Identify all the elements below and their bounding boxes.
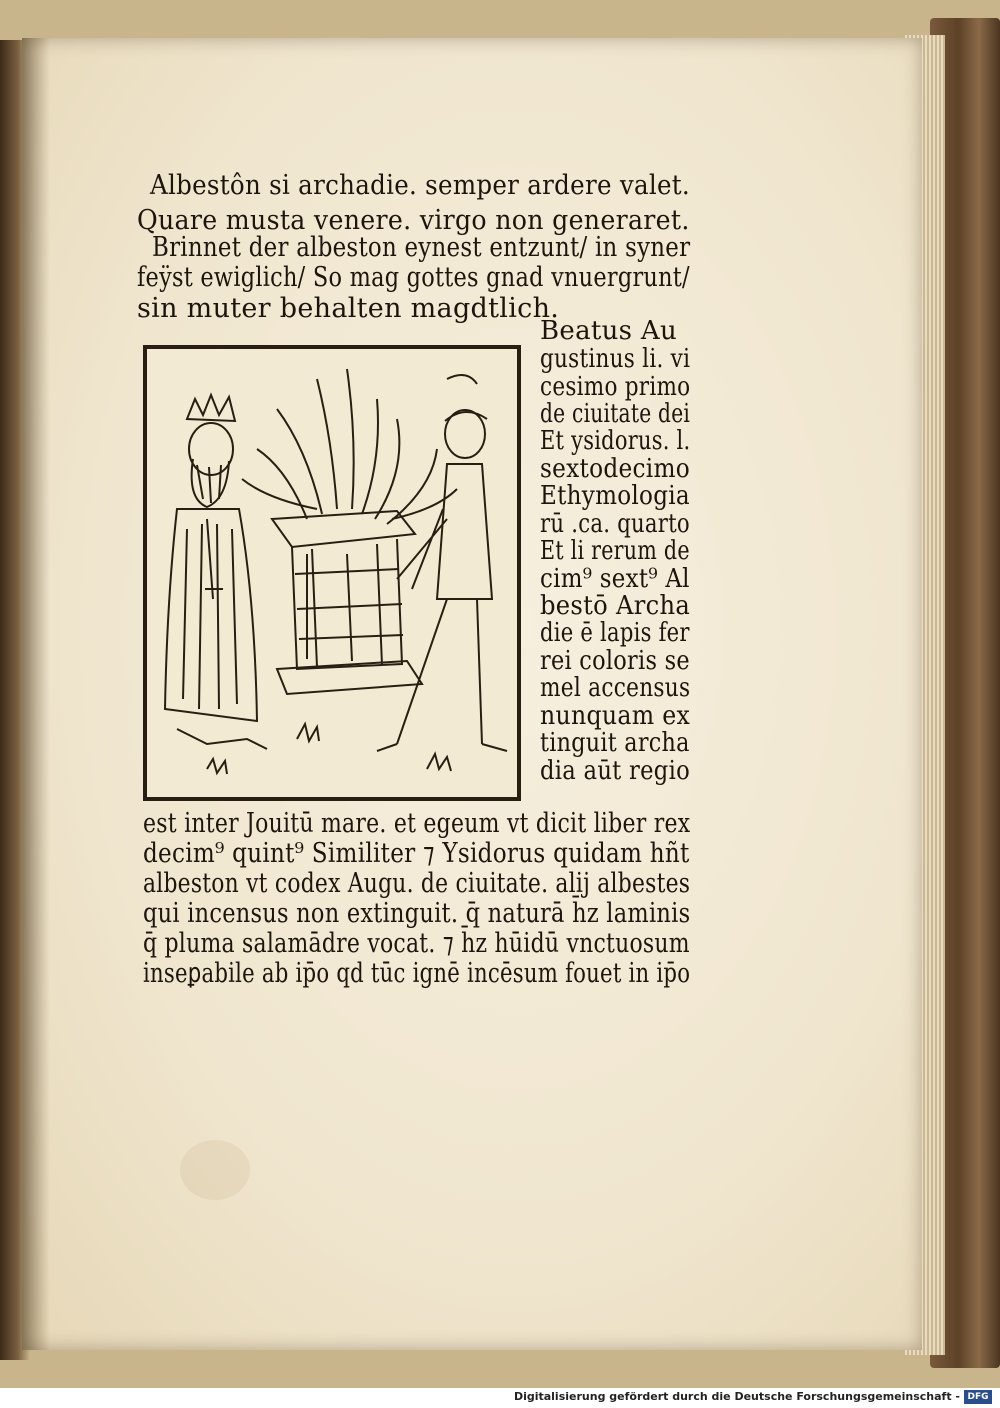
text-line-top-1: Albestôn si archadie. semper ardere valet. <box>150 170 690 201</box>
grass-tufts <box>207 724 451 774</box>
side-line-3: cesimo primo <box>540 372 691 402</box>
paper-stain <box>180 1140 250 1200</box>
side-line-7: Ethymologia <box>540 481 690 511</box>
dfg-logo: DFG <box>964 1390 992 1404</box>
flames <box>242 369 477 524</box>
side-line-16: tinguit archa <box>540 728 690 758</box>
text-line-top-2: Quare musta venere. virgo non generaret. <box>137 205 690 236</box>
text-line-top-5: sin muter behalten magdtlich. <box>137 293 560 324</box>
text-line-bottom-6: inseꝑabile ab ip̄o qd tūc ignē incēsum fouet in ip̄o <box>143 958 691 989</box>
side-line-1: Beatus Au <box>540 316 678 346</box>
side-line-11: bestō Archa <box>540 591 691 621</box>
text-line-bottom-1: est inter Jouitū mare. et egeum vt dicit liber rex <box>143 808 691 839</box>
funding-credit: Digitalisierung gefördert durch die Deutsche Forschungsgemeinschaft - <box>513 1390 960 1403</box>
side-line-15: nunquam ex <box>540 701 691 731</box>
side-line-8: rū .ca. quarto <box>540 509 690 539</box>
footer-bar <box>0 1388 1000 1408</box>
gutter-shadow <box>22 38 50 1350</box>
text-line-top-3: Brinnet der albeston eynest entzunt/ in syner <box>152 232 691 263</box>
side-line-9: Et li rerum de <box>540 536 690 566</box>
woodcut-illustration <box>143 345 521 801</box>
side-line-10: cim⁹ sext⁹ Al <box>540 564 690 594</box>
side-line-6: sextodecimo <box>540 454 691 484</box>
text-line-top-4: feÿst ewiglich/ So mag gottes gnad vnuergrunt/ <box>137 262 690 293</box>
side-line-13: rei coloris se <box>540 646 690 676</box>
king-figure <box>165 395 267 749</box>
side-line-4: de ciuitate dei <box>540 399 691 429</box>
text-line-bottom-5: q̄ pluma salamādre vocat. ⁊ h̄z hūidū vnctuosum <box>143 928 690 959</box>
young-man-figure <box>377 410 507 751</box>
woodcut-drawing <box>147 349 517 797</box>
side-line-12: die ē lapis fer <box>540 618 690 648</box>
text-line-bottom-3: albeston vt codex Augu. de ciuitate. alij albestes <box>143 868 691 899</box>
side-line-17: dia aūt regio <box>540 756 691 786</box>
side-line-14: mel accensus <box>540 673 691 703</box>
side-line-2: gustinus li. vi <box>540 344 691 374</box>
text-line-bottom-2: decim⁹ quint⁹ Similiter ⁊ Ysidorus quidam hñt <box>143 838 690 869</box>
text-line-bottom-4: qui incensus non extinguit. q̄ naturā h̄z laminis <box>143 898 691 929</box>
altar <box>272 511 422 694</box>
side-line-5: Et ysidorus. l. <box>540 426 691 456</box>
